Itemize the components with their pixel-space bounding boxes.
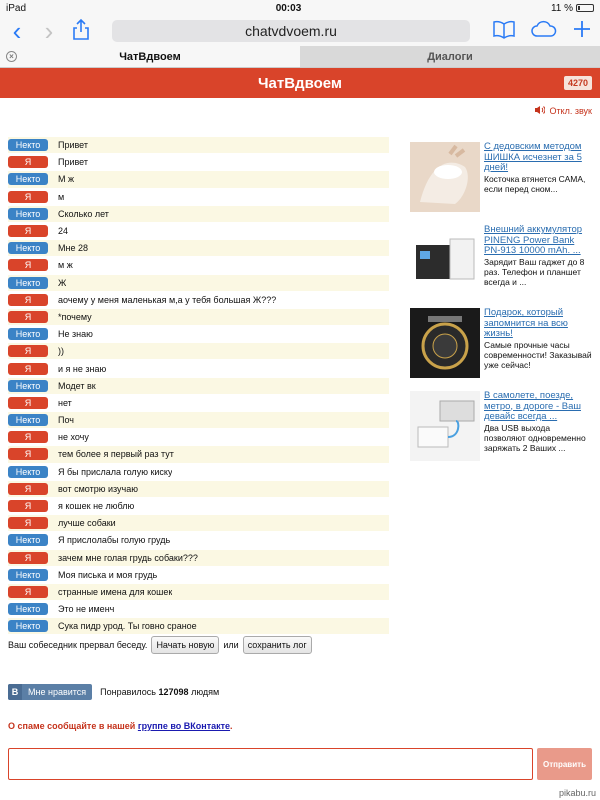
message-text: Я бы прислала голую киску	[58, 466, 173, 477]
sender-badge: Я	[8, 311, 48, 323]
sender-badge: Некто	[8, 466, 48, 478]
chat-message	[8, 567, 389, 584]
ad-item[interactable]	[410, 391, 592, 471]
liked-count: 127098	[158, 687, 189, 697]
close-tab-icon[interactable]: ×	[6, 51, 17, 62]
ad-title[interactable]: Подарок, который запомнится на всю жизнь!	[484, 307, 568, 339]
chat-message	[8, 429, 389, 446]
chat-message	[8, 395, 389, 412]
vk-logo-icon: В	[8, 684, 22, 700]
chat-message	[8, 584, 389, 601]
ad-image-powerbank[interactable]	[410, 225, 480, 295]
tab-bar	[0, 46, 600, 68]
chat-message	[8, 601, 389, 618]
vk-like-label: Мне нравится	[28, 687, 87, 697]
message-text: зачем мне голая грудь собаки???	[58, 552, 198, 563]
sender-badge: Некто	[8, 569, 48, 581]
vk-group-link[interactable]: группе во ВКонтакте	[137, 721, 231, 731]
tab-dialogi[interactable]	[300, 46, 600, 67]
speaker-icon	[534, 105, 545, 117]
message-text: Привет	[58, 140, 89, 151]
sender-badge: Я	[8, 294, 48, 306]
message-text: Модет вк	[58, 380, 96, 391]
sender-badge: Некто	[8, 208, 48, 220]
sender-badge: Я	[8, 586, 48, 598]
message-text: *почему	[58, 311, 92, 322]
chat-message	[8, 223, 389, 240]
ad-title[interactable]: С дедовским методом ШИШКА исчезнет за 5 дней!	[484, 141, 582, 173]
ad-item[interactable]	[410, 225, 592, 305]
status-bar	[0, 0, 600, 16]
sender-badge: Я	[8, 500, 48, 512]
sender-badge: Некто	[8, 620, 48, 632]
chat-message	[8, 378, 389, 395]
new-chat-button[interactable]: Начать новую	[151, 636, 219, 654]
message-text: нет	[58, 397, 72, 408]
new-tab-icon[interactable]	[572, 19, 592, 44]
sender-badge: Некто	[8, 534, 48, 546]
chat-ended-text: Ваш собеседник прервал беседу.	[8, 640, 148, 650]
message-text: Это не именч	[58, 604, 115, 615]
browser-toolbar	[0, 16, 600, 46]
chat-message	[8, 412, 389, 429]
sender-badge: Я	[8, 363, 48, 375]
sender-badge: Некто	[8, 139, 48, 151]
message-text: тем более я первый раз тут	[58, 449, 174, 460]
chat-message	[8, 137, 389, 154]
sender-badge: Я	[8, 552, 48, 564]
sender-badge: Некто	[8, 414, 48, 426]
ad-title[interactable]: В самолете, поезде, метро, в дороге - Ваш девайс всегда ...	[484, 390, 581, 422]
ad-item[interactable]	[410, 142, 592, 222]
forward-icon[interactable]: ›	[44, 16, 54, 46]
save-log-button[interactable]: сохранить лог	[243, 636, 312, 654]
message-text: Сколько лет	[58, 208, 109, 219]
battery-icon	[576, 4, 594, 12]
message-text: не хочу	[58, 432, 89, 443]
liked-count-text: Понравилось 127098 людям	[100, 687, 220, 697]
message-text: м	[58, 191, 65, 202]
composer	[8, 748, 592, 780]
chat-message	[8, 550, 389, 567]
sender-badge: Некто	[8, 380, 48, 392]
chat-message	[8, 292, 389, 309]
message-text: м ж	[58, 260, 73, 271]
chat-message	[8, 275, 389, 292]
or-text: или	[223, 640, 239, 650]
chat-message	[8, 515, 389, 532]
sender-badge: Я	[8, 517, 48, 529]
chat-message	[8, 343, 389, 360]
message-text: лучше собаки	[58, 518, 116, 529]
ad-image-charger[interactable]	[410, 391, 480, 461]
message-text: вот смотрю изучаю	[58, 483, 138, 494]
chat-message	[8, 446, 389, 463]
message-text: Моя писька и моя грудь	[58, 569, 158, 580]
sender-badge: Некто	[8, 242, 48, 254]
chat-message	[8, 257, 389, 274]
sender-badge: Я	[8, 345, 48, 357]
sender-badge: Я	[8, 397, 48, 409]
watermark: pikabu.ru	[558, 788, 596, 798]
sound-toggle-label: Откл. звук	[549, 106, 592, 116]
clock: 00:03	[275, 2, 302, 14]
ad-image-foot[interactable]	[410, 142, 480, 212]
message-text: странные имена для кошек	[58, 586, 173, 597]
sender-badge: Некто	[8, 277, 48, 289]
ad-title[interactable]: Внешний аккумулятор PINENG Power Bank PN-913 10000 mAh. ...	[484, 224, 583, 256]
chat-message	[8, 618, 389, 635]
site-header	[0, 68, 600, 98]
site-title[interactable]: ЧатВдвоем	[257, 74, 342, 92]
chat-message	[8, 464, 389, 481]
chat-ended-row	[8, 636, 312, 654]
ad-column	[410, 142, 592, 474]
message-text: Ж	[58, 277, 67, 288]
tab-label: ЧатВдвоем	[119, 50, 181, 63]
ad-image-watch[interactable]	[410, 308, 480, 378]
back-icon[interactable]: ‹	[12, 16, 22, 46]
ad-description: Косточка втянется САМА, если перед сном...	[484, 173, 586, 194]
send-button[interactable]: Отправить	[537, 748, 592, 780]
online-count-badge: 4270	[564, 76, 592, 90]
chat-message	[8, 326, 389, 343]
chat-message	[8, 532, 389, 549]
sender-badge: Я	[8, 156, 48, 168]
vk-like-button[interactable]	[8, 684, 92, 700]
tab-chatvdvoem[interactable]	[0, 46, 300, 67]
tab-label: Диалоги	[427, 50, 473, 63]
battery-percent: 11 %	[550, 2, 573, 14]
sender-badge: Некто	[8, 328, 48, 340]
spam-notice: О спаме сообщайте в нашей группе во ВКонтакте.	[8, 721, 233, 731]
message-text: Не знаю	[58, 329, 93, 340]
sound-toggle[interactable]	[0, 98, 600, 124]
chat-message	[8, 360, 389, 377]
ad-item[interactable]	[410, 308, 592, 388]
sender-badge: Некто	[8, 603, 48, 615]
chat-message	[8, 481, 389, 498]
ad-description: Зарядит Ваш гаджет до 8 раз. Телефон и планшет всегда и ...	[484, 256, 585, 287]
sender-badge: Я	[8, 483, 48, 495]
chat-message	[8, 498, 389, 515]
ad-description: Два USB выхода позволяют одновременно заряжать 2 Ваших ...	[484, 422, 586, 453]
chat-message	[8, 240, 389, 257]
address-bar[interactable]: chatvdvoem.ru	[112, 20, 470, 42]
message-text: аочему у меня маленькая м,а у тебя большая Ж???	[58, 294, 277, 305]
sender-badge: Я	[8, 191, 48, 203]
carrier-label: iPad	[6, 2, 27, 14]
message-text: Привет	[58, 157, 89, 168]
message-text: Сука пидр урод. Ты говно сраное	[58, 621, 197, 632]
chat-log	[8, 137, 389, 635]
message-text: ))	[58, 346, 64, 357]
sender-badge: Я	[8, 448, 48, 460]
message-text: М ж	[58, 174, 75, 185]
cloud-tabs-icon[interactable]	[530, 19, 558, 44]
ad-description: Самые прочные часы современности! Заказывай уже сейчас!	[484, 339, 592, 370]
chat-message	[8, 206, 389, 223]
message-input[interactable]	[8, 748, 533, 780]
message-text: Поч	[58, 415, 74, 426]
sender-badge: Я	[8, 259, 48, 271]
share-icon[interactable]	[72, 18, 90, 45]
message-text: 24	[58, 226, 69, 237]
bookmarks-icon[interactable]	[492, 19, 516, 44]
sender-badge: Некто	[8, 173, 48, 185]
message-text: и я не знаю	[58, 363, 107, 374]
message-text: Я прислолабы голую грудь	[58, 535, 171, 546]
sender-badge: Я	[8, 225, 48, 237]
chat-message	[8, 154, 389, 171]
chat-message	[8, 189, 389, 206]
chat-message	[8, 309, 389, 326]
message-text: я кошек не люблю	[58, 501, 135, 512]
sender-badge: Я	[8, 431, 48, 443]
message-text: Мне 28	[58, 243, 88, 254]
vk-like-row	[8, 684, 219, 700]
chat-message	[8, 171, 389, 188]
